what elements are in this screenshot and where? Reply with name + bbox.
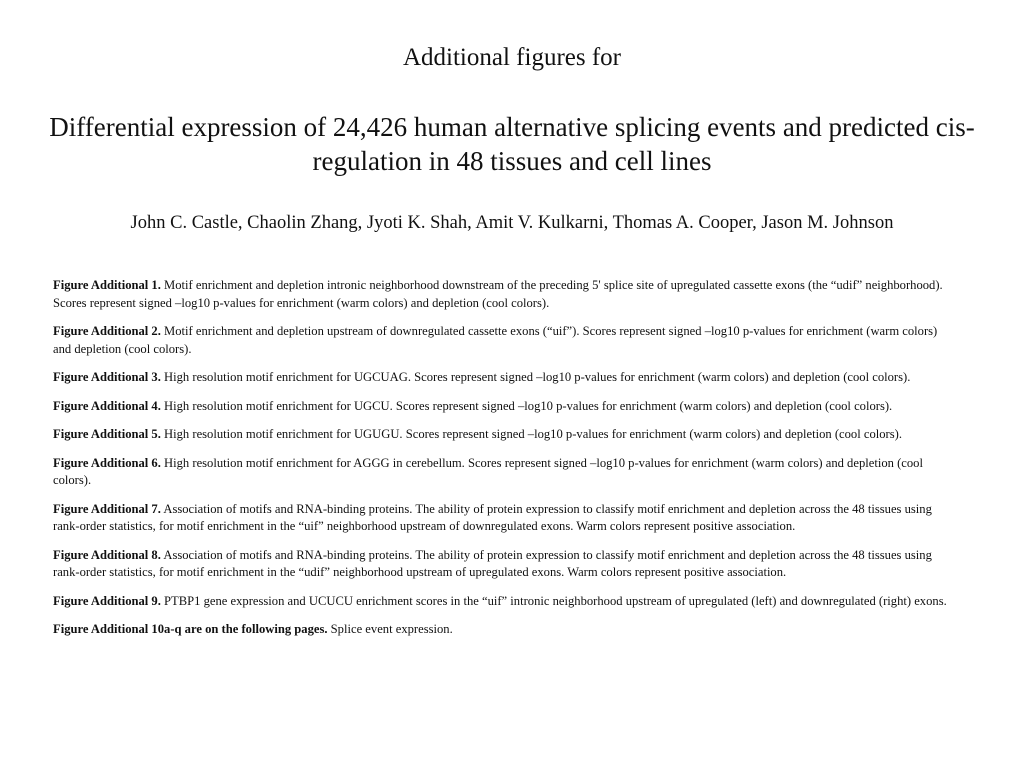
figure-caption-label: Figure Additional 10a-q are on the following pages.	[53, 622, 328, 636]
figure-caption	[53, 547, 953, 582]
paper-title: Differential expression of 24,426 human alternative splicing events and predicted cis-regulation in 48 tissues and cell lines	[49, 112, 975, 176]
figure-caption-text: Association of motifs and RNA-binding proteins. The ability of protein expression to classify motif enrichment and depletion across the 48 tissues using rank-order statistics, for motif enrichment in the “udif” neighborhood upstream of upregulated exons. Warm colors represent positive association.	[53, 547, 932, 579]
figure-caption-text: Splice event expression.	[327, 622, 453, 636]
figure-caption-text: High resolution motif enrichment for UGCUAG. Scores represent signed –log10 p-values for enrichment (warm colors) and depletion (cool colors).	[160, 370, 911, 384]
figure-caption-text: High resolution motif enrichment for UGCU. Scores represent signed –log10 p-values for enrichment (warm colors) and depletion (cool colors).	[160, 398, 893, 413]
figure-caption-label: Figure Additional 7.	[53, 501, 161, 516]
figure-caption-text: Association of motifs and RNA-binding proteins. The ability of protein expression to classify motif enrichment and depletion across the 48 tissues using rank-order statistics, for motif enrichment in the “uif” neighborhood upstream of downregulated exons. Warm colors represent positive association.	[53, 501, 932, 533]
figure-caption-label: Figure Additional 9.	[53, 593, 161, 608]
figure-caption	[53, 593, 953, 611]
figure-caption	[53, 323, 953, 358]
figure-caption-label: Figure Additional 4.	[53, 398, 161, 413]
figure-caption-text: High resolution motif enrichment for UGUGU. Scores represent signed –log10 p-values for enrichment (warm colors) and depletion (cool colors).	[160, 427, 902, 441]
figure-caption-text: Motif enrichment and depletion upstream of downregulated cassette exons (“uif”). Scores represent signed –log10 p-values for enrichment (warm colors) and depletion (cool colors).	[53, 324, 938, 356]
figure-caption-text: Motif enrichment and depletion intronic neighborhood downstream of the preceding 5' splice site of upregulated cassette exons (the “udif” neighborhood). Scores represent signed –log10 p-values for enrichment (warm colors) and depletion (cool colors).	[53, 278, 943, 310]
figure-caption-list	[53, 277, 953, 650]
figure-caption-label: Figure Additional 2.	[53, 324, 161, 338]
figure-caption	[53, 277, 953, 312]
figure-caption	[53, 398, 953, 416]
figure-caption-text: High resolution motif enrichment for AGGG in cerebellum. Scores represent signed –log10 p-values for enrichment (warm colors) and depletion (cool colors).	[53, 455, 923, 487]
figure-caption-label: Figure Additional 3.	[53, 370, 161, 384]
figure-caption-label: Figure Additional 8.	[53, 547, 161, 562]
figure-caption-text: PTBP1 gene expression and UCUCU enrichment scores in the “uif” intronic neighborhood upstream of upregulated (left) and downregulated (right) exons.	[160, 593, 947, 608]
figure-caption	[53, 426, 953, 444]
page-subheading: Additional figures for	[402, 44, 621, 71]
author-list: John C. Castle, Chaolin Zhang, Jyoti K. Shah, Amit V. Kulkarni, Thomas A. Cooper, Jason M. Johnson	[130, 213, 894, 233]
figure-caption	[53, 501, 953, 536]
figure-caption-label: Figure Additional 6.	[53, 455, 161, 470]
figure-caption	[53, 621, 953, 639]
figure-caption	[53, 455, 953, 490]
figure-caption-label: Figure Additional 5.	[53, 427, 161, 441]
figure-caption-label: Figure Additional 1.	[53, 278, 161, 292]
figure-caption	[53, 369, 953, 387]
